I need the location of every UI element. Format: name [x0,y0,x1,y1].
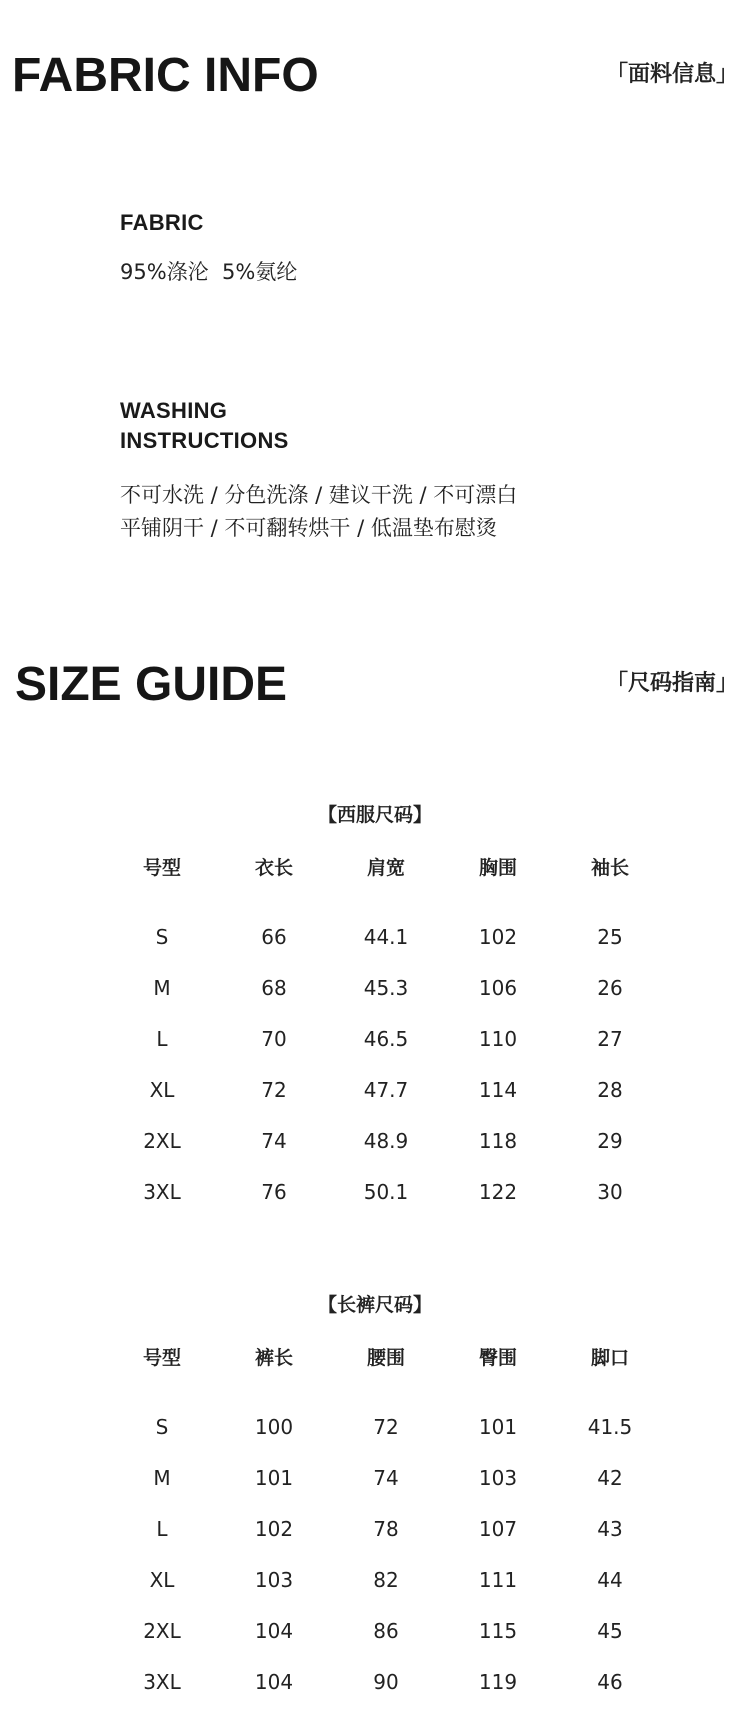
col-header-hem: 脚口 [590,1347,629,1369]
table-cell: 72 [373,1414,399,1439]
col-header-hip: 臀围 [478,1347,517,1369]
table-cell: M [153,975,171,1000]
table-cell: 100 [254,1414,294,1439]
table-row [106,1115,666,1166]
table-cell: 44.1 [363,924,409,949]
table-cell: 107 [478,1516,518,1541]
table-cell: S [155,924,169,949]
table-cell: 47.7 [363,1077,409,1102]
table-cell: 44 [597,1567,623,1592]
table-cell: 30 [597,1179,623,1204]
table-cell: 42 [597,1465,623,1490]
table-cell: 74 [261,1128,287,1153]
col-header-length: 衣长 [254,857,293,879]
size-guide-cn-tag: 「尺码指南」 [605,671,738,696]
table-cell: 110 [478,1026,518,1051]
table-cell: 68 [261,975,287,1000]
table-cell: 70 [261,1026,287,1051]
table-cell: 82 [373,1567,399,1592]
table-cell: 101 [478,1414,518,1439]
table-cell: 103 [478,1465,518,1490]
table-cell: 90 [373,1669,399,1694]
size-guide-title: SIZE GUIDE [15,658,288,711]
col-header-chest: 胸围 [478,857,517,879]
col-header-size: 号型 [142,857,181,879]
table-row [106,1452,666,1503]
table-row [106,1503,666,1554]
table-row [106,1401,666,1452]
table-cell: 115 [478,1618,518,1643]
table-cell: 104 [254,1618,294,1643]
pants-size-table-title: 【长裤尺码】 [317,1294,432,1316]
table-cell: 26 [597,975,623,1000]
table-cell: 66 [261,924,287,949]
table-row [106,1656,666,1707]
table-row [106,1605,666,1656]
table-cell: 46 [597,1669,623,1694]
table-cell: 76 [261,1179,287,1204]
table-cell: 50.1 [363,1179,409,1204]
table-cell: 3XL [143,1669,181,1694]
col-header-length: 裤长 [254,1347,293,1369]
washing-instructions-line-1: 不可水洗 / 分色洗涤 / 建议干洗 / 不可漂白 [120,483,518,507]
col-header-shoulder: 肩宽 [366,857,405,879]
table-cell: 41.5 [587,1414,633,1439]
table-cell: 48.9 [363,1128,409,1153]
table-cell: 2XL [143,1618,181,1643]
table-cell: 45.3 [363,975,409,1000]
table-cell: 111 [478,1567,518,1592]
table-cell: 104 [254,1669,294,1694]
table-cell: L [156,1026,168,1051]
table-cell: 122 [478,1179,518,1204]
table-cell: 72 [261,1077,287,1102]
table-cell: 29 [597,1128,623,1153]
table-cell: 43 [597,1516,623,1541]
table-cell: 3XL [143,1179,181,1204]
table-cell: 102 [254,1516,294,1541]
table-cell: 102 [478,924,518,949]
table-cell: 106 [478,975,518,1000]
fabric-value: 95%涤沦 5%氨纶 [120,260,298,284]
table-header-row [106,1337,666,1401]
table-cell: 74 [373,1465,399,1490]
table-row [106,1013,666,1064]
table-row [106,962,666,1013]
fabric-info-title: FABRIC INFO [12,49,319,102]
table-cell: 119 [478,1669,518,1694]
table-cell: 27 [597,1026,623,1051]
table-row [106,911,666,962]
table-cell: 25 [597,924,623,949]
fabric-info-cn-tag: 「面料信息」 [605,62,738,87]
table-cell: 86 [373,1618,399,1643]
table-cell: 103 [254,1567,294,1592]
table-cell: M [153,1465,171,1490]
pants-size-table [106,1337,666,1707]
washing-label-line-2: INSTRUCTIONS [120,428,289,453]
table-cell: 46.5 [363,1026,409,1051]
table-cell: 78 [373,1516,399,1541]
table-cell: 2XL [143,1128,181,1153]
col-header-waist: 腰围 [366,1347,405,1369]
table-row [106,1166,666,1217]
washing-label-line-1: WASHING [120,398,228,423]
table-header-row [106,847,666,911]
table-row [106,1554,666,1605]
table-cell: 118 [478,1128,518,1153]
fabric-label: FABRIC [120,210,204,235]
table-cell: S [155,1414,169,1439]
table-cell: XL [149,1567,175,1592]
table-cell: 45 [597,1618,623,1643]
washing-instructions-line-2: 平铺阴干 / 不可翻转烘干 / 低温垫布慰烫 [120,516,497,540]
suit-size-table-title: 【西服尺码】 [317,804,432,826]
suit-size-table [106,847,666,1217]
table-cell: 28 [597,1077,623,1102]
table-row [106,1064,666,1115]
table-cell: XL [149,1077,175,1102]
table-cell: L [156,1516,168,1541]
col-header-size: 号型 [142,1347,181,1369]
table-cell: 101 [254,1465,294,1490]
col-header-sleeve: 袖长 [590,857,629,879]
table-cell: 114 [478,1077,518,1102]
